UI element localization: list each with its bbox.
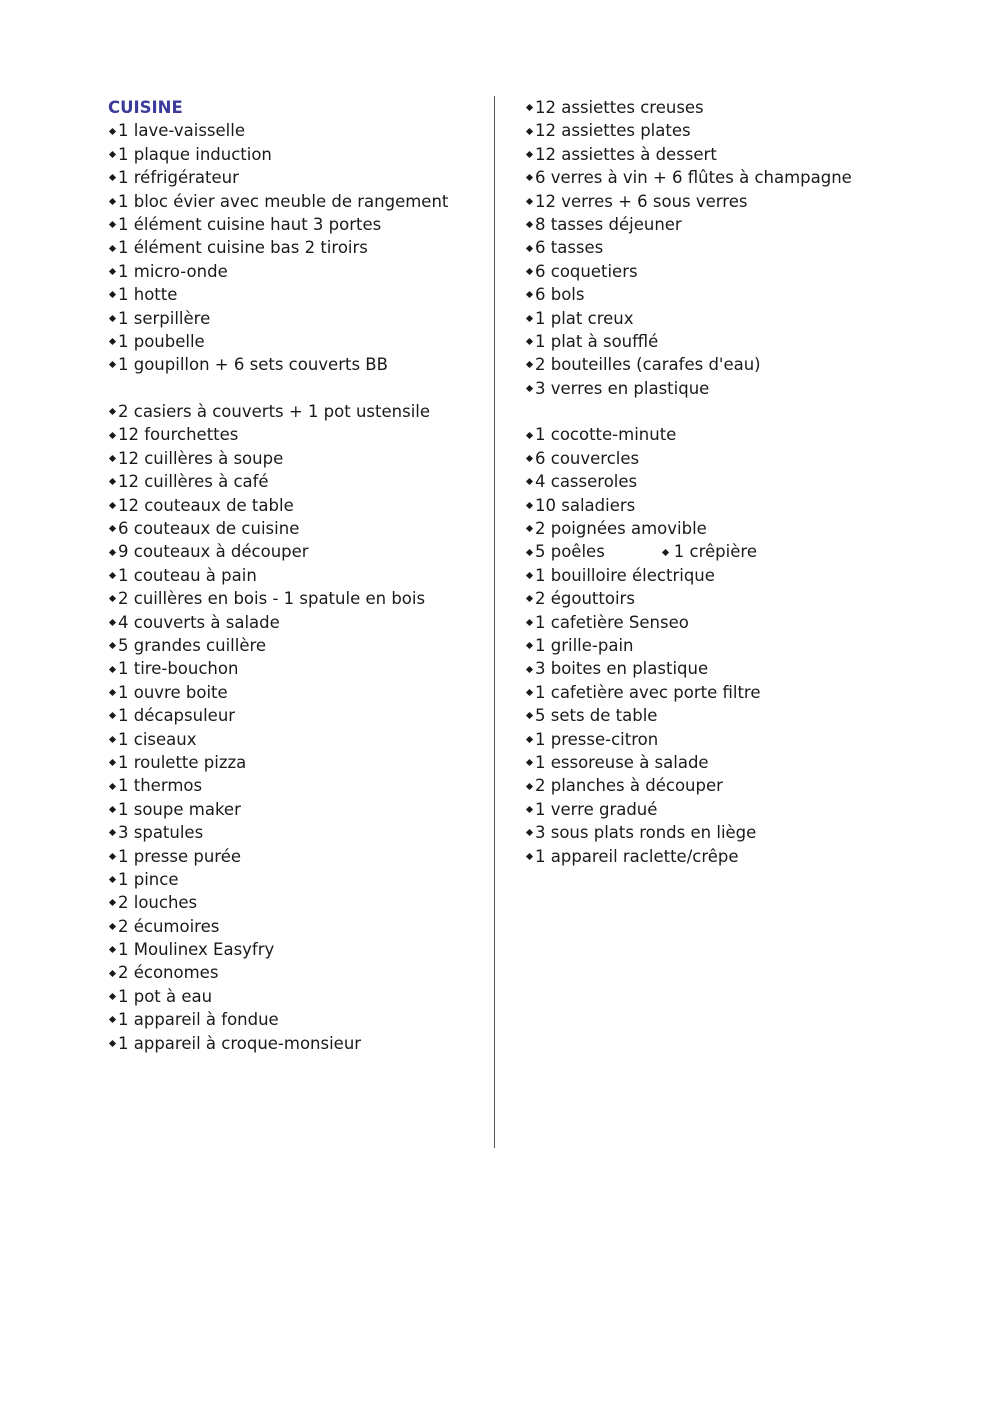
list-item [525, 751, 965, 774]
list-item-text: 2 bouteilles (carafes d'eau) [535, 355, 761, 375]
list-item-text: 1 appareil à croque-monsieur [118, 1033, 362, 1053]
diamond-bullet-icon [526, 315, 533, 322]
list-item [108, 236, 488, 259]
list-item [108, 587, 488, 610]
diamond-bullet-icon [109, 782, 116, 789]
list-item-text: 1 pince [118, 869, 179, 889]
list-item [525, 470, 965, 493]
list-item [525, 236, 965, 259]
list-item [108, 190, 488, 213]
list-item [108, 774, 488, 797]
list-item-text: 1 ouvre boite [118, 682, 228, 702]
list-item [108, 891, 488, 914]
list-item-text: 5 poêles [535, 542, 605, 562]
list-item-text: 1 serpillère [118, 308, 211, 328]
list-item-text: 1 Moulinex Easyfry [118, 940, 275, 960]
list-item [108, 657, 488, 680]
list-item [525, 517, 965, 540]
diamond-bullet-icon [526, 549, 533, 556]
list-item-text: 1 goupillon + 6 sets couverts BB [118, 355, 388, 375]
diamond-bullet-icon [109, 315, 116, 322]
list-item-text: 1 essoreuse à salade [535, 752, 709, 772]
list-item [108, 798, 488, 821]
group-spacer [108, 377, 488, 400]
list-item-text: 1 plat à soufflé [535, 331, 659, 351]
list-item-text: 12 assiettes à dessert [535, 144, 717, 164]
diamond-bullet-icon [526, 689, 533, 696]
diamond-bullet-icon [109, 993, 116, 1000]
list-item-text: 1 micro-onde [118, 261, 228, 281]
diamond-bullet-icon [526, 829, 533, 836]
diamond-bullet-icon [109, 876, 116, 883]
diamond-bullet-icon [109, 291, 116, 298]
diamond-bullet-icon [526, 221, 533, 228]
list-item-text: 1 tire-bouchon [118, 659, 239, 679]
diamond-bullet-icon [109, 829, 116, 836]
diamond-bullet-icon [109, 1016, 116, 1023]
diamond-bullet-icon [526, 572, 533, 579]
diamond-bullet-icon [109, 759, 116, 766]
diamond-bullet-icon [662, 549, 669, 556]
diamond-bullet-icon [526, 198, 533, 205]
list-item [108, 1032, 488, 1055]
list-item [108, 283, 488, 306]
list-item-text: 5 sets de table [535, 706, 658, 726]
list-item-text: 1 cocotte-minute [535, 425, 677, 445]
diamond-bullet-icon [109, 244, 116, 251]
list-item-text: 2 planches à découper [535, 776, 723, 796]
list-item-text: 1 cafetière avec porte filtre [535, 682, 761, 702]
list-item-text: 1 roulette pizza [118, 752, 247, 772]
list-item-text: 12 cuillères à café [118, 472, 269, 492]
diamond-bullet-icon [109, 432, 116, 439]
list-item [525, 96, 965, 119]
list-item-text: 6 couvercles [535, 448, 640, 468]
list-item [525, 798, 965, 821]
list-item-text: 1 plat creux [535, 308, 634, 328]
group-spacer [525, 400, 965, 423]
list-item [108, 400, 488, 423]
diamond-bullet-icon [526, 244, 533, 251]
diamond-bullet-icon [109, 923, 116, 930]
list-item-text: 1 thermos [118, 776, 203, 796]
diamond-bullet-icon [526, 478, 533, 485]
diamond-bullet-icon [109, 549, 116, 556]
list-item [108, 447, 488, 470]
list-item [108, 166, 488, 189]
list-item [108, 681, 488, 704]
list-item [525, 330, 965, 353]
list-item-text: 12 assiettes plates [535, 121, 691, 141]
list-item-text: 1 bloc évier avec meuble de rangement [118, 191, 449, 211]
list-item-text: 6 coquetiers [535, 261, 638, 281]
diamond-bullet-icon [109, 899, 116, 906]
list-item-text: 2 cuillères en bois - 1 spatule en bois [118, 589, 426, 609]
section-heading-cuisine: CUISINE [108, 98, 183, 117]
diamond-bullet-icon [526, 455, 533, 462]
diamond-bullet-icon [526, 291, 533, 298]
list-item [525, 774, 965, 797]
diamond-bullet-icon [526, 642, 533, 649]
list-item [108, 938, 488, 961]
diamond-bullet-icon [109, 1040, 116, 1047]
list-item-text: 2 écumoires [118, 916, 220, 936]
diamond-bullet-icon [526, 619, 533, 626]
list-item [525, 213, 965, 236]
list-item-text: 3 spatules [118, 823, 204, 843]
diamond-bullet-icon [526, 128, 533, 135]
diamond-bullet-icon [109, 478, 116, 485]
list-item [108, 821, 488, 844]
list-item-text: 12 cuillères à soupe [118, 448, 284, 468]
list-item-text: 1 presse purée [118, 846, 242, 866]
list-item-text: 12 assiettes creuses [535, 98, 704, 117]
list-item-text: 3 boites en plastique [535, 659, 709, 679]
diamond-bullet-icon [109, 806, 116, 813]
list-item [108, 143, 488, 166]
list-item-text: 1 couteau à pain [118, 565, 257, 585]
list-item-text: 1 ciseaux [118, 729, 197, 749]
column-divider [494, 96, 495, 1148]
list-item [108, 985, 488, 1008]
list-item-text: 2 casiers à couverts + 1 pot ustensile [118, 402, 431, 422]
diamond-bullet-icon [109, 853, 116, 860]
diamond-bullet-icon [109, 619, 116, 626]
list-item [108, 634, 488, 657]
diamond-bullet-icon [109, 642, 116, 649]
list-item [525, 283, 965, 306]
diamond-bullet-icon [109, 221, 116, 228]
list-item [525, 190, 965, 213]
list-item-text: 1 crêpière [673, 542, 757, 562]
list-item [525, 634, 965, 657]
diamond-bullet-icon [526, 385, 533, 392]
left-item-list [108, 119, 488, 1055]
list-item-text: 1 soupe maker [118, 799, 241, 819]
list-item-text: 2 égouttoirs [535, 589, 635, 609]
list-item [108, 330, 488, 353]
diamond-bullet-icon [526, 151, 533, 158]
list-item-text: 1 élément cuisine haut 3 portes [118, 214, 382, 234]
list-item [525, 728, 965, 751]
list-item [108, 494, 488, 517]
list-item [525, 377, 965, 400]
list-item [108, 915, 488, 938]
diamond-bullet-icon [109, 970, 116, 977]
diamond-bullet-icon [109, 408, 116, 415]
list-item [108, 868, 488, 891]
diamond-bullet-icon [526, 712, 533, 719]
left-column [108, 96, 488, 1055]
diamond-bullet-icon [526, 736, 533, 743]
list-item [108, 728, 488, 751]
list-item [108, 845, 488, 868]
list-item-text: 1 lave-vaisselle [118, 121, 245, 141]
list-item [525, 845, 965, 868]
list-item [525, 494, 965, 517]
list-item [108, 260, 488, 283]
list-item [108, 517, 488, 540]
list-item [525, 704, 965, 727]
diamond-bullet-icon [109, 689, 116, 696]
list-item [525, 821, 965, 844]
list-item-text: 1 appareil à fondue [118, 1010, 279, 1030]
list-item-text: 4 casseroles [535, 472, 638, 492]
list-item [525, 611, 965, 634]
list-item-text: 6 verres à vin + 6 flûtes à champagne [535, 168, 852, 188]
diamond-bullet-icon [109, 712, 116, 719]
diamond-bullet-icon [526, 174, 533, 181]
diamond-bullet-icon [109, 946, 116, 953]
list-item-text: 3 verres en plastique [535, 378, 710, 398]
list-item [108, 1008, 488, 1031]
diamond-bullet-icon [109, 198, 116, 205]
diamond-bullet-icon [109, 268, 116, 275]
diamond-bullet-icon [526, 502, 533, 509]
list-item [525, 143, 965, 166]
list-item-text: 1 plaque induction [118, 144, 272, 164]
list-item-text: 3 sous plats ronds en liège [535, 823, 757, 843]
list-item-text: 6 bols [535, 285, 585, 305]
diamond-bullet-icon [109, 361, 116, 368]
list-item [108, 564, 488, 587]
list-item-text: 1 bouilloire électrique [535, 565, 715, 585]
list-item-text: 1 élément cuisine bas 2 tiroirs [118, 238, 368, 258]
list-item [108, 119, 488, 142]
list-item-text: 4 couverts à salade [118, 612, 280, 632]
diamond-bullet-icon [526, 595, 533, 602]
list-item-text: 2 louches [118, 893, 198, 913]
list-item [525, 564, 965, 587]
list-item-text: 1 réfrigérateur [118, 168, 239, 188]
list-item-text: 1 cafetière Senseo [535, 612, 689, 632]
list-item [525, 166, 965, 189]
list-item [108, 213, 488, 236]
diamond-bullet-icon [109, 572, 116, 579]
list-item [108, 470, 488, 493]
list-item [525, 353, 965, 376]
list-item [525, 423, 965, 446]
diamond-bullet-icon [526, 338, 533, 345]
diamond-bullet-icon [526, 806, 533, 813]
list-item-text: 1 grille-pain [535, 635, 634, 655]
diamond-bullet-icon [109, 525, 116, 532]
list-item-text: 9 couteaux à découper [118, 542, 309, 562]
diamond-bullet-icon [109, 595, 116, 602]
list-item-text: 12 couteaux de table [118, 495, 294, 515]
diamond-bullet-icon [526, 104, 533, 111]
list-item-text: 1 appareil raclette/crêpe [535, 846, 739, 866]
list-item-text: 5 grandes cuillère [118, 635, 267, 655]
list-item-text: 1 pot à eau [118, 986, 213, 1006]
list-item [108, 751, 488, 774]
diamond-bullet-icon [109, 502, 116, 509]
diamond-bullet-icon [109, 736, 116, 743]
diamond-bullet-icon [526, 361, 533, 368]
diamond-bullet-icon [526, 666, 533, 673]
list-item-text: 6 couteaux de cuisine [118, 519, 300, 539]
diamond-bullet-icon [526, 782, 533, 789]
list-item [525, 657, 965, 680]
list-item [108, 961, 488, 984]
diamond-bullet-icon [109, 174, 116, 181]
list-item [525, 540, 965, 563]
list-item-text: 8 tasses déjeuner [535, 214, 682, 234]
list-item-text: 1 poubelle [118, 331, 205, 351]
diamond-bullet-icon [109, 455, 116, 462]
diamond-bullet-icon [109, 338, 116, 345]
list-item-text: 12 verres + 6 sous verres [535, 191, 748, 211]
list-item [108, 423, 488, 446]
list-item [108, 704, 488, 727]
list-item [108, 611, 488, 634]
list-item-text: 6 tasses [535, 238, 604, 258]
list-item-text: 2 économes [118, 963, 219, 983]
diamond-bullet-icon [526, 525, 533, 532]
diamond-bullet-icon [526, 432, 533, 439]
diamond-bullet-icon [526, 268, 533, 275]
list-item-text: 1 presse-citron [535, 729, 659, 749]
list-item [525, 307, 965, 330]
list-item [525, 119, 965, 142]
list-item [525, 681, 965, 704]
list-item [108, 307, 488, 330]
right-column [525, 96, 965, 868]
list-item-text: 10 saladiers [535, 495, 636, 515]
diamond-bullet-icon [526, 759, 533, 766]
right-item-list [525, 96, 965, 868]
diamond-bullet-icon [109, 128, 116, 135]
diamond-bullet-icon [526, 853, 533, 860]
list-item-text: 12 fourchettes [118, 425, 239, 445]
list-item-text: 1 hotte [118, 285, 178, 305]
list-item-text: 1 verre gradué [535, 799, 658, 819]
list-item [108, 540, 488, 563]
list-item [108, 353, 488, 376]
list-item [525, 447, 965, 470]
diamond-bullet-icon [109, 666, 116, 673]
diamond-bullet-icon [109, 151, 116, 158]
list-item-text: 1 décapsuleur [118, 706, 236, 726]
list-item [525, 260, 965, 283]
list-item-text: 2 poignées amovible [535, 519, 707, 539]
list-item [525, 587, 965, 610]
